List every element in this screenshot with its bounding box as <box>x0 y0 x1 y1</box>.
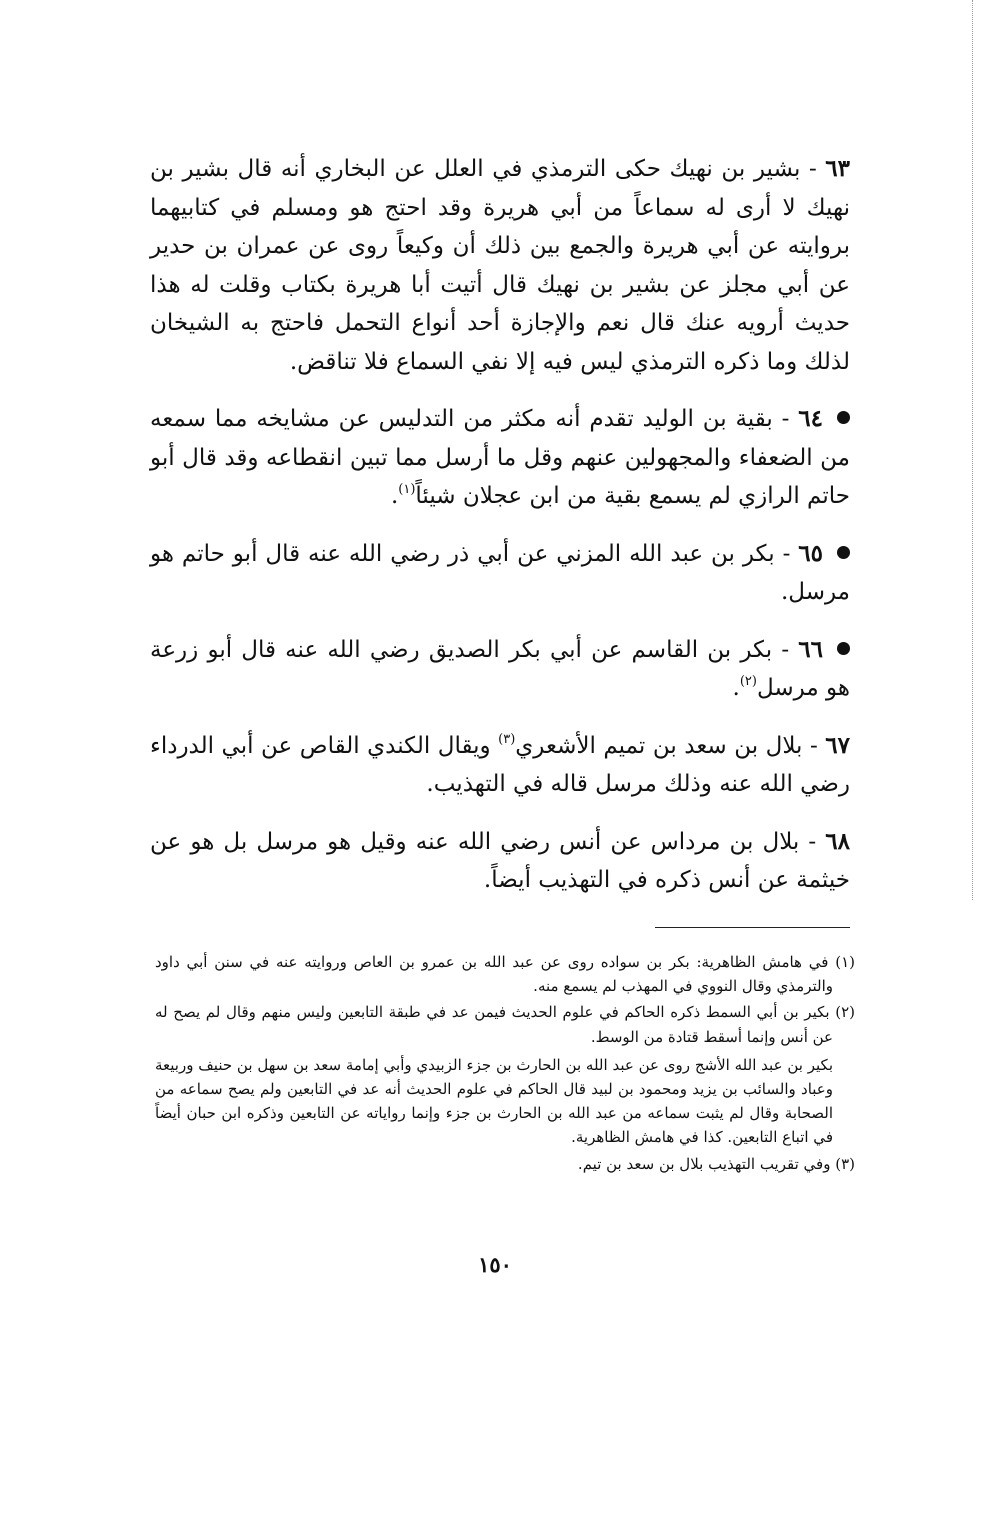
entry-number: ٦٧ <box>825 731 850 759</box>
entry-text: بكر بن عبد الله المزني عن أبي ذر رضي الله عنه قال أبو حاتم هو مرسل. <box>150 540 850 605</box>
entry-text: بلال بن مرداس عن أنس رضي الله عنه وقيل هو مرسل بل هو عن خيثمة عن أنس ذكره في التهذيب أيضاً. <box>150 828 850 893</box>
entry-text: بقية بن الوليد تقدم أنه مكثر من التدليس عن مشايخه مما سمعه من الضعفاء والمجهولين عنهم وقل ما أرسل مما تبين انقطاعه وقد قال أبو حاتم الرازي لم يسمع بقية من ابن عجلان شيئاً <box>150 406 850 509</box>
entry-number: ٦٤ <box>798 405 823 432</box>
footnote-ref-3[interactable]: (٣) <box>498 731 516 747</box>
entry-number: ٦٨ <box>825 827 850 855</box>
bullet-marker <box>837 411 850 424</box>
entry-63: ٦٣ - بشير بن نهيك حكى الترمذي في العلل عن البخاري أنه قال بشير بن نهيك لا أرى له سماعاً من أبي هريرة وقد احتج هو ومسلم في كتابيهما بروايته عن أبي هريرة والجمع بين ذلك أن وكيعاً روى عن عمران بن حدير عن أبي مجلز عن بشير بن نهيك قال أتيت أبا هريرة بكتاب وقلت له هذا حديث أرويه عنك قال نعم والإجازة أحد أنواع التحمل فاحتج به الشيخان لذلك وما ذكره الترمذي ليس فيه إلا نفي السماع فلا تناقض. <box>150 155 850 375</box>
entry-number: ٦٣ <box>825 155 850 182</box>
bullet-marker <box>837 546 850 559</box>
footnote-1: (١) في هامش الظاهرية: بكر بن سواده روى عن عبد الله بن عمرو بن العاص وروايته عنه في سنن أبي داود والترمذي وقال النووي في المهذب لم يسمع منه. <box>155 953 855 996</box>
footnote-ref-2[interactable]: (٢) <box>739 674 757 689</box>
footnote-2-continuation: بكير بن عبد الله الأشج روى عن عبد الله بن الحارث بن جزء الزبيدي وأبي إمامة سعد بن سهل بن حنيف وربيعة وعباد والسائب بن يزيد ومحمود بن لبيد قال الحاكم في علوم الحديث أنه عد في التابعين ولم يصح سماعه من الصحابة وقال لم يثبت سماعه من عبد الله بن الحارث بن جزء وإنما رواياته عن التابعين وذكره ابن حبان أيضاً في اتباع التابعين. كذا في هامش الظاهرية. <box>155 1055 833 1147</box>
entry-65: ٦٥ - بكر بن عبد الله المزني عن أبي ذر رضي الله عنه قال أبو حاتم هو مرسل. <box>150 539 850 605</box>
page-number: ١٥٠ <box>478 1252 512 1277</box>
entry-68: ٦٨ - بلال بن مرداس عن أنس رضي الله عنه وقيل هو مرسل بل هو عن خيثمة عن أنس ذكره في التهذيب أيضاً. <box>150 827 850 893</box>
entry-64: ٦٤ - بقية بن الوليد تقدم أنه مكثر من التدليس عن مشايخه مما سمعه من الضعفاء والمجهولين عنهم وقل ما أرسل مما تبين انقطاعه وقد قال أبو حاتم الرازي لم يسمع بقية من ابن عجلان شيئاً$^{(١)}$. <box>150 405 850 509</box>
footnote-ref-1[interactable]: (١) <box>398 482 416 497</box>
entry-66: ٦٦ - بكر بن القاسم عن أبي بكر الصديق رضي الله عنه قال أبو زرعة هو مرسل$^{(٢)}$. <box>150 635 850 701</box>
footnote-2: (٢) بكير بن أبي السمط ذكره الحاكم في علوم الحديث فيمن عد في طبقة التابعين وليس منهم وقال لم يصح له عن أنس وإنما أسقط قتادة من الوسط. <box>155 1003 855 1046</box>
entry-text: بكر بن القاسم عن أبي بكر الصديق رضي الله عنه قال أبو زرعة هو مرسل <box>150 636 850 701</box>
footnote-separator <box>655 927 850 928</box>
footnote-3: (٣) وفي تقريب التهذيب بلال بن سعد بن تيم. <box>577 1154 855 1173</box>
entry-tail: . <box>732 675 740 701</box>
entry-text: بلال بن سعد بن تميم الأشعري <box>515 732 803 759</box>
bullet-marker <box>837 642 850 655</box>
entry-tail: . <box>390 483 399 509</box>
entry-tail: ويقال الكندي القاص عن أبي الدرداء رضي الله عنه وذلك مرسل قاله في التهذيب. <box>150 732 850 797</box>
entry-number: ٦٦ <box>798 635 823 663</box>
page-edge-line <box>972 0 973 900</box>
entry-number: ٦٥ <box>798 539 823 567</box>
entry-67: ٦٧ - بلال بن سعد بن تميم الأشعري$^{(٣)}$ ويقال الكندي القاص عن أبي الدرداء رضي الله عنه وذلك مرسل قاله في التهذيب. <box>150 731 850 797</box>
entry-text: بشير بن نهيك حكى الترمذي في العلل عن البخاري أنه قال بشير بن نهيك لا أرى له سماعاً من أبي هريرة وقد احتج هو ومسلم في كتابيهما بروايته عن أبي هريرة والجمع بين ذلك أن وكيعاً روى عن عمران بن حدير عن أبي مجلز عن بشير بن نهيك قال أتيت أبا هريرة بكتاب وقلت له هذا حديث أرويه عنك قال نعم والإجازة أحد أنواع التحمل فاحتج به الشيخان لذلك وما ذكره الترمذي ليس فيه إلا نفي السماع فلا تناقض. <box>150 156 850 375</box>
footnotes <box>155 950 855 1178</box>
main-text <box>150 150 850 919</box>
